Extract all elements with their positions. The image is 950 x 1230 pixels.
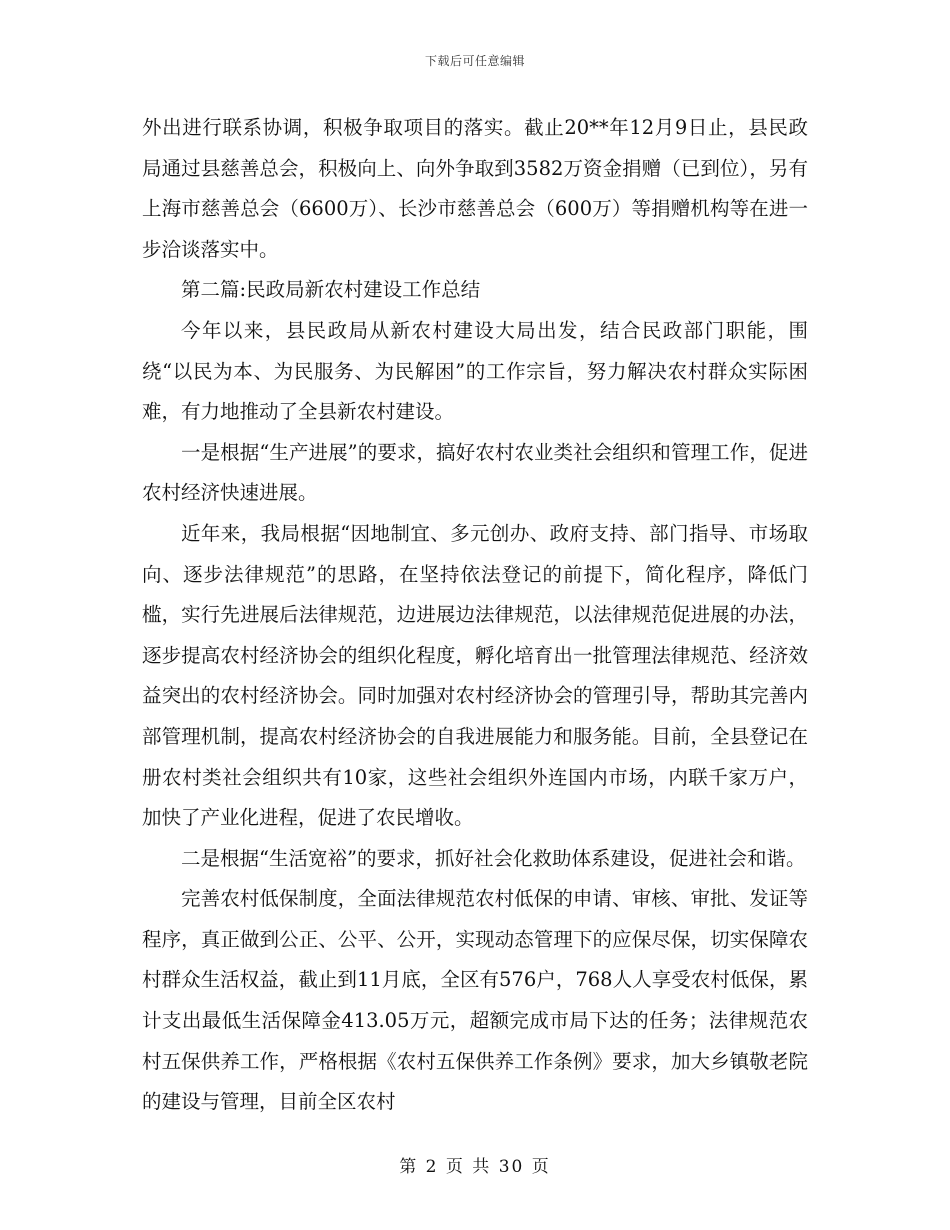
paragraph-4: 一是根据“生产进展”的要求，搞好农村农业类社会组织和管理工作，促进农村经济快速进展。 [142,440,808,505]
paragraph-5: 近年来，我局根据“因地制宜、多元创办、政府支持、部门指导、市场取向、逐步法律规范”的思路，在坚持依法登记的前提下，简化程序，降低门槛，实行先进展后法律规范，边进展边法律规范，以法律规范促进展的办法，逐步提高农村经济协会的组织化程度，孵化培育出一批管理法律规范、经济效益突出的农村经济协会。同时加强对农村经济协会的管理引导，帮助其完善内部管理机制，提高农村经济协会的自我进展能力和服务能。目前，全县登记在册农村类社会组织共有10家，这些社会组织外连国内市场，内联千家万户，加快了产业化进程，促进了农民增收。 [142,521,808,830]
page-number-footer: 第 2 页 共 30 页 [399,1157,551,1177]
paragraph-3: 今年以来，县民政局从新农村建设大局出发，结合民政部门职能，围绕“以民为本、为民服务、为民解困”的工作宗旨，努力解决农村群众实际困难，有力地推动了全县新农村建设。 [142,318,808,424]
paragraph-6: 二是根据“生活宽裕”的要求，抓好社会化救助体系建设，促进社会和谐。 [181,846,806,870]
paragraph-7: 完善农村低保制度，全面法律规范农村低保的申请、审核、审批、发证等程序，真正做到公正、公平、公开，实现动态管理下的应保尽保，切实保障农村群众生活权益，截止到11月底，全区有576户，768人人享受农村低保，累计支出最低生活保障金413.05万元，超额完成市局下达的任务；法律规范农村五保供养工作，严格根据《农村五保供养工作条例》要求，加大乡镇敬老院的建设与管理，目前全区农村 [142,887,808,1114]
document-body [142,108,808,1123]
paragraph-1: 外出进行联系协调，积极争取项目的落实。截止20**年12月9日止，县民政局通过县慈善总会，积极向上、向外争取到3582万资金捐赠（已到位），另有上海市慈善总会（6600万）、长沙市慈善总会（600万）等捐赠机构等在进一步洽谈落实中。 [142,116,808,261]
page-header: 下载后可任意编辑 [424,54,525,68]
section-heading: 第二篇:民政局新农村建设工作总结 [181,278,481,302]
